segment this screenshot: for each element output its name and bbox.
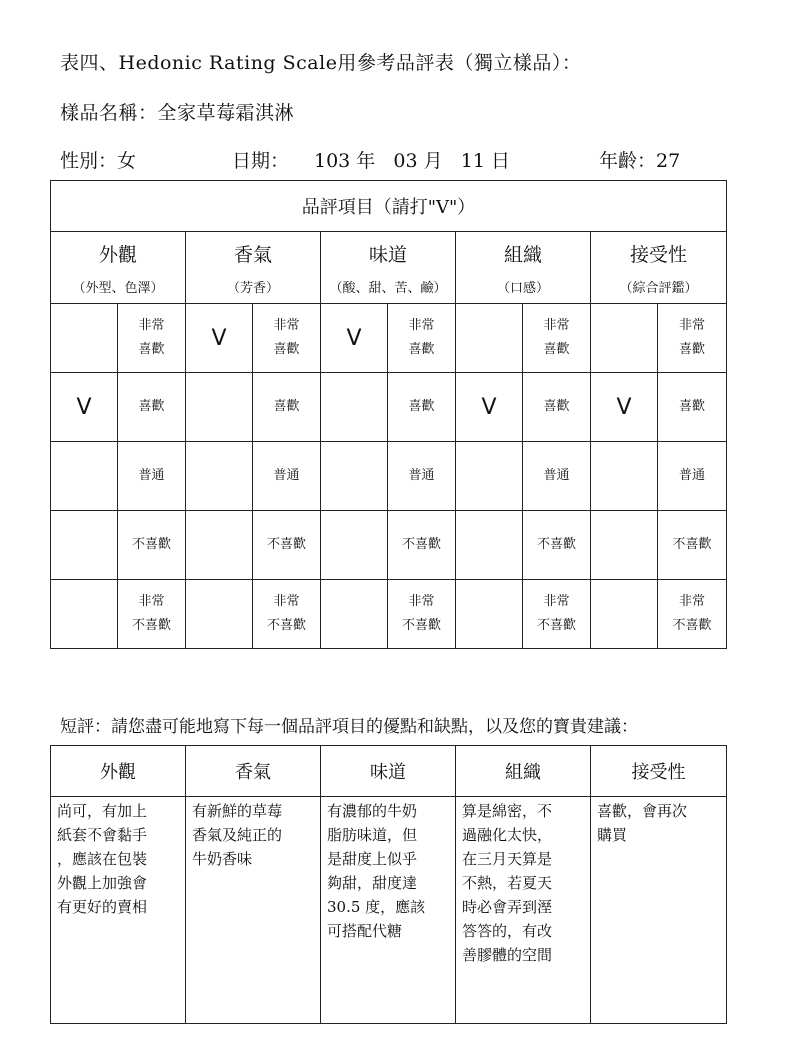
rating-table xyxy=(50,180,727,649)
level-label: 普通 xyxy=(138,468,165,483)
sample-name: 樣品名稱：全家草莓霜淇淋 xyxy=(60,102,295,124)
category-subtitle: （外型、色澤） xyxy=(72,280,164,296)
level-label: 非常 不喜歡 xyxy=(131,594,171,633)
check-mark-cell xyxy=(186,373,253,442)
level-label: 喜歡 xyxy=(543,399,570,414)
check-mark-cell: V xyxy=(186,304,253,373)
level-label-cell xyxy=(118,304,186,373)
check-mark-cell xyxy=(186,511,253,580)
check-mark-cell xyxy=(456,580,523,649)
date-value: 103 年 03 月 11 日 xyxy=(314,150,510,172)
level-label-cell xyxy=(118,373,186,442)
level-label-cell xyxy=(388,580,456,649)
level-label: 不喜歡 xyxy=(401,537,441,552)
level-label: 非常 不喜歡 xyxy=(401,594,441,633)
level-label: 不喜歡 xyxy=(536,537,576,552)
rating-row xyxy=(51,580,727,649)
category-texture xyxy=(456,232,591,304)
category-name: 香氣 xyxy=(233,243,272,266)
level-label-cell xyxy=(658,511,727,580)
level-label: 不喜歡 xyxy=(266,537,306,552)
comment-text: 喜歡，會再次 購買 xyxy=(591,797,727,1024)
check-mark-cell xyxy=(456,304,523,373)
level-label-cell xyxy=(388,373,456,442)
level-label: 喜歡 xyxy=(408,399,435,414)
category-name: 接受性 xyxy=(630,243,688,266)
level-label-cell xyxy=(253,373,321,442)
check-mark-cell xyxy=(321,511,388,580)
category-aroma xyxy=(186,232,321,304)
category-subtitle: （酸、甜、苦、鹼） xyxy=(329,280,447,296)
level-label-cell xyxy=(388,511,456,580)
check-mark-cell xyxy=(456,511,523,580)
level-label: 非常 喜歡 xyxy=(138,318,165,357)
comments-intro: 短評：請您盡可能地寫下每一個品評項目的優點和缺點，以及您的寶貴建議： xyxy=(60,717,638,737)
category-name: 組織 xyxy=(503,243,542,266)
level-label-cell xyxy=(118,442,186,511)
level-label: 不喜歡 xyxy=(672,537,712,552)
check-mark-cell xyxy=(186,442,253,511)
level-label-cell xyxy=(388,304,456,373)
level-label-cell xyxy=(658,580,727,649)
check-mark-cell: V xyxy=(456,373,523,442)
check-mark-cell: V xyxy=(321,304,388,373)
rating-row xyxy=(51,373,727,442)
check-mark-cell xyxy=(321,580,388,649)
level-label: 普通 xyxy=(543,468,570,483)
category-subtitle: （綜合評鑑） xyxy=(619,280,698,296)
category-subtitle: （芳香） xyxy=(226,280,279,296)
level-label-cell xyxy=(523,373,591,442)
comment-text: 有濃郁的牛奶 脂肪味道，但 是甜度上似乎 夠甜，甜度達 30.5 度，應該 可搭配代糖 xyxy=(321,797,456,1024)
check-mark-cell xyxy=(591,511,658,580)
rating-header: 品評項目（請打"V"） xyxy=(51,181,727,232)
level-label-cell xyxy=(253,442,321,511)
category-subtitle: （口感） xyxy=(496,280,549,296)
level-label-cell xyxy=(118,511,186,580)
check-mark-cell xyxy=(456,442,523,511)
level-label-cell xyxy=(658,373,727,442)
check-mark-cell xyxy=(321,373,388,442)
level-label: 喜歡 xyxy=(138,399,165,414)
date-label: 日期： xyxy=(232,150,290,172)
check-mark-cell xyxy=(51,442,118,511)
level-label: 非常 不喜歡 xyxy=(536,594,576,633)
level-label: 不喜歡 xyxy=(131,537,171,552)
comment-header: 香氣 xyxy=(186,746,321,797)
level-label-cell xyxy=(253,511,321,580)
form-title: 表四、Hedonic Rating Scale用參考品評表（獨立樣品）： xyxy=(60,52,582,74)
level-label-cell xyxy=(253,580,321,649)
rating-row xyxy=(51,442,727,511)
category-name: 味道 xyxy=(368,243,407,266)
level-label: 普通 xyxy=(408,468,435,483)
level-label-cell xyxy=(523,442,591,511)
check-mark-cell xyxy=(321,442,388,511)
check-mark-cell xyxy=(51,580,118,649)
check-mark-cell xyxy=(51,511,118,580)
gender-field: 性別：女 xyxy=(60,150,137,172)
check-mark-cell xyxy=(186,580,253,649)
check-mark-cell xyxy=(591,580,658,649)
level-label-cell xyxy=(253,304,321,373)
level-label: 非常 喜歡 xyxy=(543,318,570,357)
comment-header: 接受性 xyxy=(591,746,727,797)
level-label-cell xyxy=(523,511,591,580)
level-label: 普通 xyxy=(273,468,300,483)
check-mark-cell xyxy=(591,304,658,373)
comments-table xyxy=(50,745,727,1024)
level-label-cell xyxy=(523,304,591,373)
category-taste xyxy=(321,232,456,304)
level-label: 非常 不喜歡 xyxy=(266,594,306,633)
level-label: 喜歡 xyxy=(679,399,706,414)
category-name: 外觀 xyxy=(98,243,137,266)
level-label: 非常 喜歡 xyxy=(408,318,435,357)
category-appearance xyxy=(51,232,186,304)
level-label: 普通 xyxy=(679,468,706,483)
check-mark-cell: V xyxy=(591,373,658,442)
comment-header: 外觀 xyxy=(51,746,186,797)
check-mark-cell: V xyxy=(51,373,118,442)
check-mark-cell xyxy=(51,304,118,373)
level-label-cell xyxy=(658,304,727,373)
level-label-cell xyxy=(118,580,186,649)
rating-row xyxy=(51,304,727,373)
level-label: 非常 喜歡 xyxy=(679,318,706,357)
level-label-cell xyxy=(388,442,456,511)
level-label: 非常 不喜歡 xyxy=(672,594,712,633)
comment-header: 組織 xyxy=(456,746,591,797)
comment-text: 有新鮮的草莓 香氣及純正的 牛奶香味 xyxy=(186,797,321,1024)
check-mark-cell xyxy=(591,442,658,511)
comment-text: 尚可，有加上 紙套不會黏手 ，應該在包裝 外觀上加強會 有更好的賣相 xyxy=(51,797,186,1024)
level-label: 喜歡 xyxy=(273,399,300,414)
level-label-cell xyxy=(523,580,591,649)
comment-text: 算是綿密，不 過融化太快， 在三月天算是 不熱，若夏天 時必會弄到溼 答答的，有改 善膠體的空間 xyxy=(456,797,591,1024)
rating-row xyxy=(51,511,727,580)
level-label-cell xyxy=(658,442,727,511)
category-acceptance xyxy=(591,232,727,304)
level-label: 非常 喜歡 xyxy=(273,318,300,357)
age-field: 年齡：27 xyxy=(599,150,681,172)
comment-header: 味道 xyxy=(321,746,456,797)
